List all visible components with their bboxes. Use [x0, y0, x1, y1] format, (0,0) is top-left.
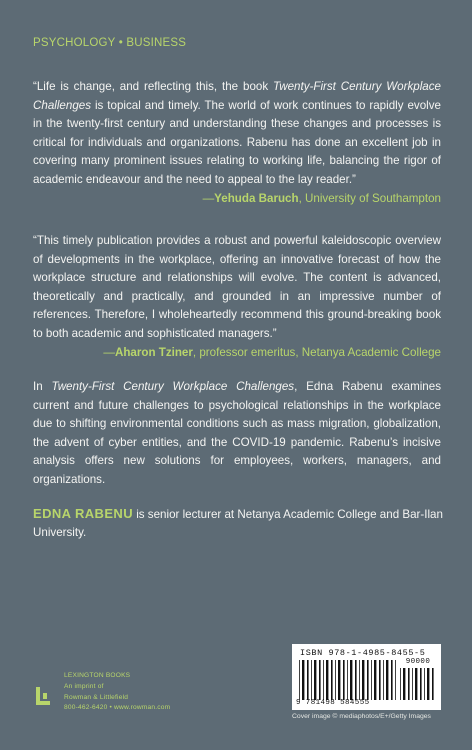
publisher-imprint: An imprint of	[64, 682, 104, 690]
quote1-attribution	[33, 190, 441, 209]
publisher-block	[33, 671, 213, 721]
description-pre: In	[33, 380, 52, 393]
publisher-contact: 800-462-6420 • www.rowman.com	[64, 704, 171, 712]
description-post: , Edna Rabenu examines current and future challenges to psychological relationships in the workplace due to shifting environmental conditions such as mass migration, globalization, the advent of cyber entities, and the COVID-19 pandemic. Rabenu’s incisive analysis offers new solutions for employees, workers, managers, and organizations.	[33, 380, 442, 486]
description-book-title: Twenty-First Century Workplace Challenges	[51, 380, 295, 393]
quote2-attribution	[33, 344, 441, 363]
endorsement-quote-2	[33, 232, 441, 362]
publisher-info	[64, 671, 170, 714]
quote1-book-title: Twenty-First Century Workplace Challenges	[33, 80, 441, 112]
quote1-dash: —	[202, 191, 215, 205]
quote1-affiliation: , University of Southampton	[298, 191, 441, 205]
barcode-main-icon	[299, 660, 397, 700]
publisher-parent: Rowman & Littlefield	[64, 693, 129, 701]
barcode-digits: 9 781498 584555	[296, 699, 370, 707]
category-label: PSYCHOLOGY • BUSINESS	[33, 37, 187, 49]
quote1-pre: “Life is change, and reflecting this, the book	[33, 80, 273, 93]
quote2-affiliation: , professor emeritus, Netanya Academic College	[192, 345, 441, 359]
barcode-addon-icon	[400, 668, 434, 700]
quote2-dash: —	[103, 345, 115, 359]
quote2-name: Aharon Tziner	[114, 345, 193, 359]
publisher-name: LEXINGTON BOOKS	[64, 672, 131, 679]
barcode-addon-digits: 90000	[405, 658, 431, 666]
quote1-name: Yehuda Baruch	[214, 191, 299, 205]
quote1-post: is topical and timely. The world of work continues to rapidly evolve in the twenty-first century and understanding these changes and processes is critical for individuals and organizations. Rabenu has done an excellent job in covering many prominent issues relating to working life, balancing the rigor of academic endeavour and the need to appeal to the lay reader.”	[33, 98, 441, 186]
quote2-text: “This timely publication provides a robust and powerful kaleidoscopic overview of developments in the workplace, offering an innovative forecast of how the workplace structure and relationships will evolve. The content is advanced, theoretically and practically, and grounded in an impressive number of references. Therefore, I wholeheartedly recommend this ground-breaking book to both academic and sophisticated managers.”	[33, 234, 441, 340]
lexington-logo-icon	[33, 685, 55, 707]
author-bio	[33, 505, 453, 542]
author-bio-text: is senior lecturer at Netanya Academic College and Bar-Ilan University.	[33, 508, 443, 539]
cover-image-credit: Cover image © mediaphotos/E+/Getty Images	[292, 713, 431, 720]
isbn-barcode	[292, 644, 441, 710]
isbn-label: ISBN 978-1-4985-8455-5	[300, 648, 426, 658]
author-name: EDNA RABENU	[33, 506, 133, 521]
book-description	[33, 378, 441, 490]
endorsement-quote-1	[33, 78, 441, 208]
